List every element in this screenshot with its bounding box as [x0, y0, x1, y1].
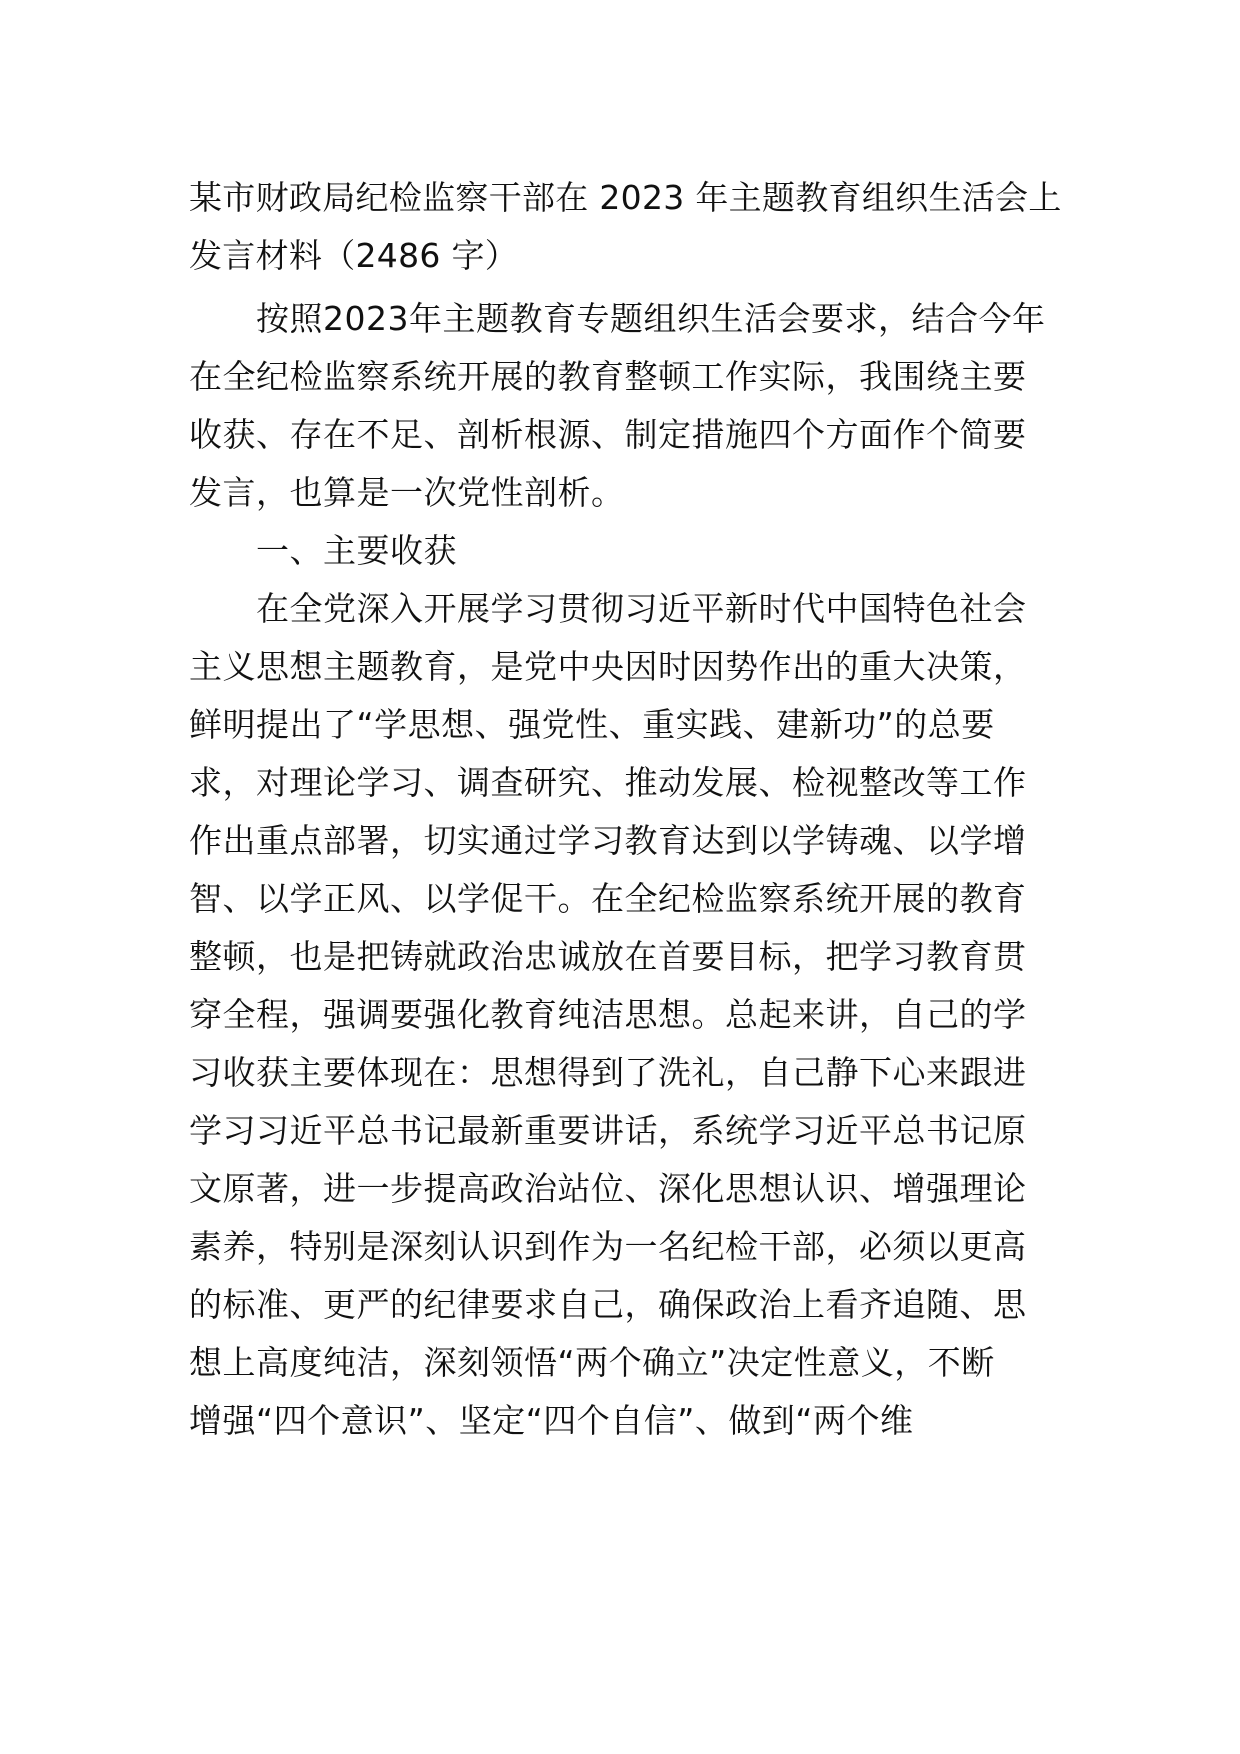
body-line-3: 鲜明提出了“学思想、强党性、重实践、建新功”的总要: [189, 705, 995, 744]
intro-line-1: 按照2023年主题教育专题组织生活会要求，结合今年: [256, 299, 1046, 338]
body-line-15: 增强“四个意识”、坚定“四个自信”、做到“两个维: [189, 1401, 914, 1440]
body-line-4: 求，对理论学习、调查研究、推动发展、检视整改等工作: [189, 763, 1027, 802]
intro-line-4: 发言，也算是一次党性剖析。: [189, 473, 625, 512]
document-title-line-1: 某市财政局纪检监察干部在 2023 年主题教育组织生活会上: [189, 178, 1062, 217]
body-line-7: 整顿，也是把铸就政治忠诚放在首要目标，把学习教育贯: [189, 937, 1027, 976]
body-line-10: 学习习近平总书记最新重要讲话，系统学习近平总书记原: [189, 1111, 1027, 1150]
body-line-14: 想上高度纯洁，深刻领悟“两个确立”决定性意义，不断: [189, 1343, 995, 1382]
document-title-line-2: 发言材料（2486 字）: [189, 236, 519, 275]
body-line-13: 的标准、更严的纪律要求自己，确保政治上看齐追随、思: [189, 1285, 1027, 1324]
body-line-1: 在全党深入开展学习贯彻习近平新时代中国特色社会: [256, 589, 1027, 628]
intro-line-2: 在全纪检监察系统开展的教育整顿工作实际，我围绕主要: [189, 357, 1027, 396]
intro-line-3: 收获、存在不足、剖析根源、制定措施四个方面作个简要: [189, 415, 1027, 454]
body-line-12: 素养，特别是深刻认识到作为一名纪检干部，必须以更高: [189, 1227, 1027, 1266]
body-line-6: 智、以学正风、以学促干。在全纪检监察系统开展的教育: [189, 879, 1027, 918]
body-line-2: 主义思想主题教育，是党中央因时因势作出的重大决策，: [189, 647, 1027, 686]
body-line-11: 文原著，进一步提高政治站位、深化思想认识、增强理论: [189, 1169, 1027, 1208]
body-line-9: 习收获主要体现在：思想得到了洗礼，自己静下心来跟进: [189, 1053, 1027, 1092]
body-line-5: 作出重点部署，切实通过学习教育达到以学铸魂、以学增: [189, 821, 1027, 860]
body-line-8: 穿全程，强调要强化教育纯洁思想。总起来讲，自己的学: [189, 995, 1027, 1034]
section-heading-main-gains: 一、主要收获: [256, 531, 457, 570]
